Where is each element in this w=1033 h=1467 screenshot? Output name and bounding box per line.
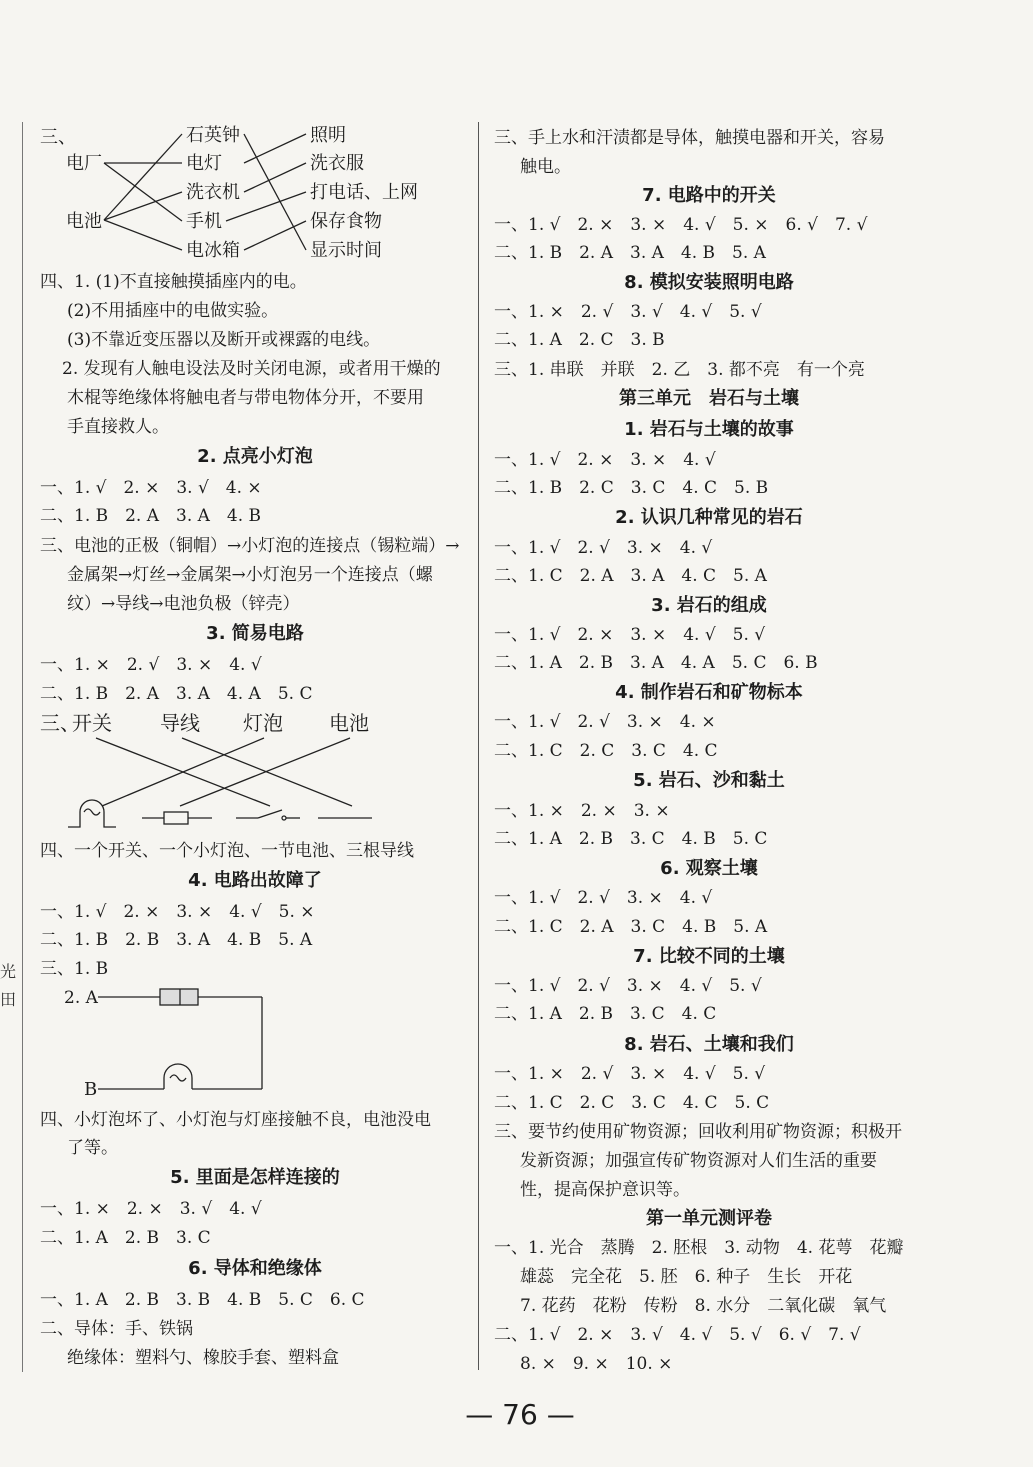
answer-line: 一、1. √ 2. √ 3. × 4. × [494, 712, 716, 732]
matching-middle-item: 电冰箱 [186, 240, 240, 261]
answer-line: 了等。 [67, 1138, 118, 1158]
answer-line: 二、1. B 2. A 3. A 4. B 5. A [494, 243, 766, 263]
question-number: 三、 [40, 711, 80, 735]
answer-line: 四、小灯泡坏了、小灯泡与灯座接触不良，电池没电 [40, 1110, 431, 1130]
answer-line: 一、1. √ 2. √ 3. × 4. √ 5. √ [494, 976, 762, 996]
answer-line: 三、1. 串联 并联 2. 乙 3. 都不亮 有一个亮 [494, 360, 865, 380]
circuit-label-battery: 电池 [329, 711, 369, 735]
answer-line: 雄蕊 完全花 5. 胚 6. 种子 生长 开花 [520, 1267, 853, 1287]
section-title: 8. 岩石、土壤和我们 [624, 1034, 794, 1055]
answer-line: 木棍等绝缘体将触电者与带电物体分开，不要用 [67, 388, 424, 408]
answer-line: 一、1. × 2. √ 3. × 4. √ 5. √ [494, 1064, 766, 1084]
section-title: 2. 点亮小灯泡 [197, 446, 313, 467]
answer-line: 触电。 [520, 157, 571, 177]
matching-right-item: 照明 [310, 125, 346, 146]
answer-line: 三、手上水和汗渍都是导体，触摸电器和开关，容易 [494, 128, 885, 148]
answer-line: 绝缘体：塑料勺、橡胶手套、塑料盒 [67, 1348, 339, 1368]
matching-right-item: 洗衣服 [310, 153, 364, 174]
answer-line: 二、1. C 2. A 3. C 4. B 5. A [494, 917, 768, 937]
answer-line: (3)不靠近变压器以及断开或裸露的电线。 [67, 330, 381, 350]
answer-line: 一、1. × 2. × 3. × [494, 801, 670, 821]
section-title: 5. 里面是怎样连接的 [170, 1167, 340, 1188]
answer-line: 一、1. √ 2. × 3. × 4. √ [494, 450, 716, 470]
left-margin-rule [22, 122, 23, 1372]
matching-middle-item: 石英钟 [186, 125, 240, 146]
answer-line: 纹）→导线→电池负极（锌壳） [67, 594, 300, 614]
circuit-label-wire: 导线 [160, 711, 200, 735]
matching-left-item: 电池 [66, 211, 102, 232]
answer-line: 发新资源；加强宣传矿物资源对人们生活的重要 [520, 1151, 877, 1171]
section-title: 6. 导体和绝缘体 [188, 1258, 322, 1279]
section-title: 1. 岩石与土壤的故事 [624, 419, 794, 440]
answer-line: 性，提高保护意识等。 [520, 1180, 690, 1200]
answer-line: 金属架→灯丝→金属架→小灯泡另一个连接点（螺 [67, 565, 433, 585]
answer-line: 二、1. B 2. A 3. A 4. A 5. C [40, 684, 313, 704]
answer-line: 一、1. √ 2. √ 3. × 4. √ [494, 888, 713, 908]
answer-line: 二、1. C 2. C 3. C 4. C 5. C [494, 1093, 770, 1113]
answer-line: 四、一个开关、一个小灯泡、一节电池、三根导线 [40, 841, 414, 861]
circuit-label-bulb: 灯泡 [243, 711, 283, 735]
matching-left-item: 电厂 [66, 153, 102, 174]
answer-line: 二、1. B 2. B 3. A 4. B 5. A [40, 930, 313, 950]
answer-line: 8. × 9. × 10. × [520, 1354, 673, 1374]
answer-line: 一、1. × 2. × 3. √ 4. √ [40, 1199, 262, 1219]
answer-line: 三、要节约使用矿物资源；回收利用矿物资源；积极开 [494, 1122, 902, 1142]
matching-right-item: 打电话、上网 [310, 182, 418, 203]
unit-title: 第三单元 岩石与土壤 [619, 388, 799, 409]
section-title: 3. 简易电路 [206, 623, 304, 644]
answer-line: 一、1. √ 2. × 3. √ 4. × [40, 478, 262, 498]
answer-line: 二、1. A 2. C 3. B [494, 330, 665, 350]
answer-line: 二、1. B 2. C 3. C 4. C 5. B [494, 478, 769, 498]
answer-line: 一、1. A 2. B 3. B 4. B 5. C 6. C [40, 1290, 365, 1310]
matching-middle-item: 手机 [186, 211, 222, 232]
column-divider [478, 122, 479, 1370]
answer-line: 一、1. √ 2. × 3. × 4. √ 5. √ [494, 625, 766, 645]
answer-line: 二、1. A 2. B 3. C 4. C [494, 1004, 717, 1024]
answer-line: 三、1. B [40, 959, 109, 979]
answer-line: 2. 发现有人触电设法及时关闭电源，或者用干燥的 [62, 359, 441, 379]
section-title: 6. 观察土壤 [660, 858, 758, 879]
section-title: 第一单元测评卷 [646, 1208, 772, 1229]
answer-line: 二、1. √ 2. × 3. √ 4. √ 5. √ 6. √ 7. √ [494, 1325, 861, 1345]
answer-line: 一、1. √ 2. √ 3. × 4. √ [494, 538, 713, 558]
answer-line: 二、1. C 2. C 3. C 4. C [494, 741, 718, 761]
section-title: 4. 制作岩石和矿物标本 [615, 682, 803, 703]
matching-right-item: 显示时间 [310, 240, 382, 261]
answer-line: (2)不用插座中的电做实验。 [67, 301, 279, 321]
answer-line: 一、1. × 2. √ 3. × 4. √ [40, 655, 262, 675]
answer-line: 三、电池的正极（铜帽）→小灯泡的连接点（锡粒端）→ [40, 536, 460, 556]
answer-line: 手直接救人。 [67, 417, 169, 437]
answer-line: 一、1. 光合 蒸腾 2. 胚根 3. 动物 4. 花萼 花瓣 [494, 1238, 904, 1258]
circuit-point-label: B [84, 1079, 98, 1100]
answer-line: 一、1. √ 2. × 3. × 4. √ 5. × 6. √ 7. √ [494, 215, 868, 235]
section-title: 5. 岩石、沙和黏土 [633, 770, 785, 791]
answer-line: 二、1. A 2. B 3. A 4. A 5. C 6. B [494, 653, 818, 673]
matching-middle-item: 洗衣机 [186, 182, 240, 203]
answer-line: 二、1. C 2. A 3. A 4. C 5. A [494, 566, 767, 586]
answer-line: 二、1. A 2. B 3. C [40, 1228, 211, 1248]
matching-question-number: 三、 [40, 127, 76, 148]
section-title: 2. 认识几种常见的岩石 [615, 507, 803, 528]
answer-line: 四、1. (1)不直接触摸插座内的电。 [40, 272, 307, 292]
section-title: 7. 比较不同的土壤 [633, 946, 785, 967]
answer-line: 二、1. B 2. A 3. A 4. B [40, 506, 262, 526]
answer-line: 二、导体：手、铁锅 [40, 1319, 193, 1339]
answer-line: 一、1. √ 2. × 3. × 4. √ 5. × [40, 902, 315, 922]
answer-line: 二、1. A 2. B 3. C 4. B 5. C [494, 829, 768, 849]
section-title: 4. 电路出故障了 [188, 870, 322, 891]
section-title: 7. 电路中的开关 [642, 185, 776, 206]
matching-middle-item: 电灯 [186, 153, 222, 174]
edge-char: 田 [0, 990, 17, 1009]
circuit-label-switch: 开关 [72, 711, 112, 735]
answer-line: 一、1. × 2. √ 3. √ 4. √ 5. √ [494, 302, 762, 322]
edge-char: 光 [0, 962, 17, 981]
page-number: — 76 — [465, 1398, 575, 1431]
section-title: 3. 岩石的组成 [651, 595, 767, 616]
answer-line: 2. A [64, 988, 98, 1008]
answer-line: 7. 花药 花粉 传粉 8. 水分 二氧化碳 氧气 [520, 1296, 887, 1316]
matching-right-item: 保存食物 [310, 211, 382, 232]
section-title: 8. 模拟安装照明电路 [624, 272, 794, 293]
